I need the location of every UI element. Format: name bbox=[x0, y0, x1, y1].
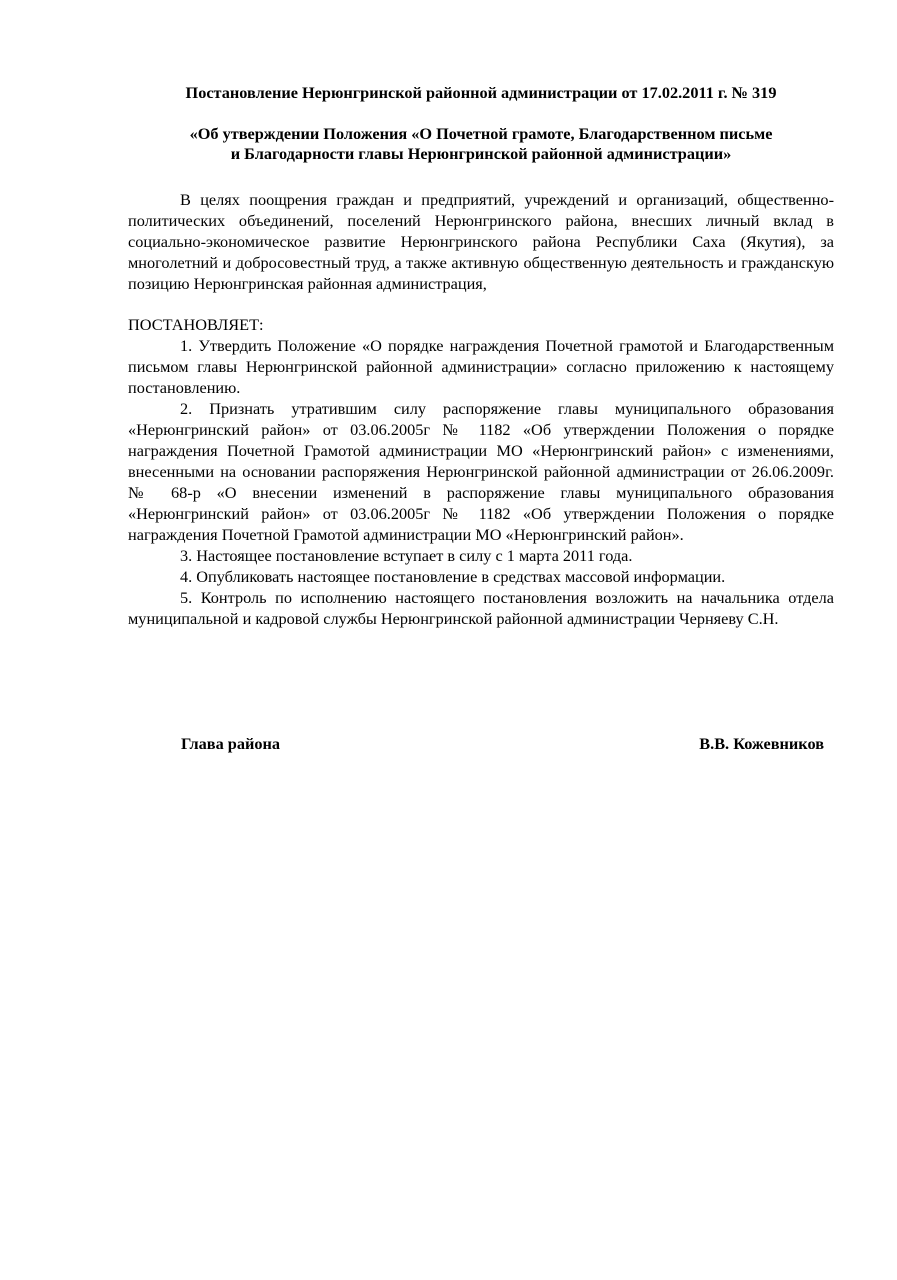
resolution-item-4: 4. Опубликовать настоящее постановление в средствах массовой информации. bbox=[180, 567, 726, 586]
resolution-items bbox=[128, 335, 834, 629]
subject-line-1: «Об утверждении Положения «О Почетной грамоте, Благодарственном письме bbox=[189, 124, 773, 143]
resolves-heading: ПОСТАНОВЛЯЕТ: bbox=[128, 315, 264, 334]
signature-name: В.В. Кожевников bbox=[699, 734, 824, 753]
signature-title: Глава района bbox=[181, 734, 281, 753]
resolution-item-3: 3. Настоящее постановление вступает в силу с 1 марта 2011 года. bbox=[180, 546, 633, 565]
subject-line-2: и Благодарности главы Нерюнгринской районной администрации» bbox=[230, 144, 732, 163]
resolution-item-5: 5. Контроль по исполнению настоящего постановления возложить на начальника отдела муниципальной и кадровой службы Нерюнгринской районной администрации Черняеву С.Н. bbox=[128, 588, 834, 628]
resolution-item-2: 2. Признать утратившим силу распоряжение главы муниципального образования «Нерюнгринский район» от 03.06.2005г № 1182 «Об утверждении Положения о порядке награждения Почетной Грамотой администрации МО «Нерюнгринский район» с изменениями, внесенными на основании распоряжения Нерюнгринской районной администрации от 26.06.2009г. № 68-р «О внесении изменений в распоряжение главы муниципального образования «Нерюнгринский район» от 03.06.2005г № 1182 «Об утверждении Положения о порядке награждения Почетной Грамотой администрации МО «Нерюнгринский район». bbox=[128, 399, 834, 544]
document-header: Постановление Нерюнгринской районной администрации от 17.02.2011 г. № 319 bbox=[185, 83, 777, 102]
resolution-item-1: 1. Утвердить Положение «О порядке награждения Почетной грамотой и Благодарственным письмом главы Нерюнгринской районной администрации» согласно приложению к настоящему постановлению. bbox=[128, 336, 834, 397]
document-subject bbox=[128, 124, 834, 164]
preamble-paragraph: В целях поощрения граждан и предприятий, учреждений и организаций, общественно-политических объединений, поселений Нерюнгринского района, внесших личный вклад в социально-экономическое развитие Нерюнгринского района Республики Саха (Якутия), за многолетний и добросовестный труд, а также активную общественную деятельность и гражданскую позицию Нерюнгринская районная администрация, bbox=[128, 190, 834, 293]
